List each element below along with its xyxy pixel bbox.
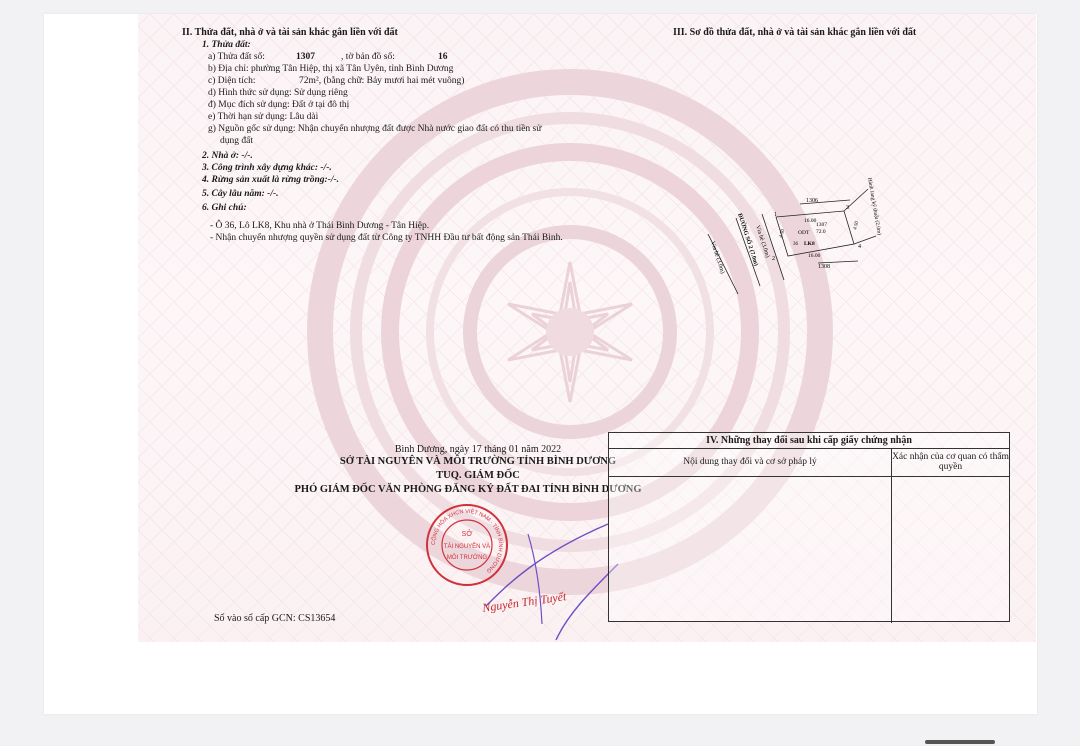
use-form: d) Hình thức sử dụng: Sử dụng riêng (208, 88, 348, 98)
parcel-number: 1307 (296, 52, 315, 62)
parcel-type: ODT (798, 230, 810, 236)
note-lot: - Ô 36, Lô LK8, Khu nhà ở Thái Bình Dương - Tân Hiệp. (210, 221, 430, 231)
other-construction-item: 3. Công trình xây dựng khác: -/-. (202, 163, 332, 173)
parcel-area: 72.0 (816, 229, 826, 235)
issuing-department: SỞ TÀI NGUYÊN VÀ MÔI TRƯỜNG TỈNH BÌNH DƯƠNG (339, 456, 617, 467)
parcel-1307: 1307 (816, 222, 827, 228)
dim-top: 16.00 (804, 218, 817, 224)
changes-table (608, 432, 1010, 622)
home-indicator[interactable] (925, 740, 995, 744)
signing-date: Bình Dương, ngày 17 tháng 01 năm 2022 (394, 444, 562, 455)
forest-item: 4. Rừng sản xuất là rừng trồng:-/-. (202, 175, 340, 185)
seal-center-line3: MÔI TRƯỜNG (446, 555, 488, 561)
corridor-label: Hành lang kỹ thuật (2.0m) (866, 177, 883, 236)
use-origin-line1: g) Nguồn gốc sử dụng: Nhận chuyển nhượng đất được Nhà nước giao đất có thu tiền sử (208, 124, 542, 134)
changes-content-header: Nội dung thay đổi và cơ sở pháp lý (609, 448, 892, 477)
changes-confirmation-header: Xác nhận của cơ quan có thẩm quyền (892, 448, 1009, 477)
dim-bottom: 16.00 (808, 253, 821, 259)
authorization-line: TUQ. GIÁM ĐỐC (436, 470, 520, 481)
certificate-sheet (138, 14, 1036, 642)
block-label: LK8 (804, 241, 815, 247)
land-heading: 1. Thửa đất: (202, 40, 251, 50)
map-sheet-number: 16 (438, 52, 448, 62)
corner-2: 2 (772, 256, 775, 262)
table-divider (891, 477, 892, 623)
corner-4: 4 (858, 244, 861, 250)
area-label: c) Diện tích: (208, 76, 256, 86)
map-sheet-label: , tờ bản đồ số: (341, 52, 395, 62)
seal-center-line1: SỞ (461, 531, 473, 538)
bottom-bar (0, 728, 1080, 746)
notes-heading: 6. Ghi chú: (202, 203, 247, 213)
sidewalk-label-right: Vỉa hè (3.0m) (754, 224, 771, 259)
section-2-title: II. Thửa đất, nhà ở và tài sản khác gắn liền với đất (182, 27, 398, 38)
use-origin-line2: dụng đất (220, 136, 253, 146)
corner-3: 3 (846, 205, 849, 211)
section-3-title: III. Sơ đồ thửa đất, nhà ở và tài sản khác gắn liền với đất (673, 27, 917, 38)
parcel-1306: 1306 (806, 198, 818, 204)
seal-center-line2: TÀI NGUYÊN VÀ (443, 544, 491, 550)
section-4-title: IV. Những thay đổi sau khi cấp giấy chứng nhận (609, 433, 1009, 449)
dim-left: 4.50 (779, 228, 787, 239)
registry-number: Số vào sổ cấp GCN: CS13654 (214, 613, 336, 624)
diagram-lines (708, 189, 876, 294)
parcel-diagram (698, 164, 883, 304)
dim-right: 4.50 (853, 220, 861, 231)
lot-number: 36 (793, 242, 798, 247)
use-term: e) Thời hạn sử dụng: Lâu dài (208, 112, 319, 122)
pen-stroke-icon (468, 514, 628, 644)
corner-1: 1 (774, 212, 777, 218)
house-item: 2. Nhà ở: -/-. (202, 151, 253, 161)
perennial-item: 5. Cây lâu năm: -/-. (202, 189, 279, 199)
area-value: 72m², (bằng chữ: Bảy mươi hai mét vuông) (299, 76, 465, 86)
document-page (44, 14, 1037, 714)
use-purpose: đ) Mục đích sử dụng: Đất ở tại đô thị (208, 100, 350, 110)
parcel-number-label: a) Thửa đất số: (208, 52, 265, 62)
signer-signature: Nguyễn Thị Tuyết (481, 589, 568, 615)
sidewalk-label-left: Vỉa hè (3.0m) (709, 240, 726, 275)
note-transfer: - Nhận chuyển nhượng quyền sử dụng đất từ Công ty TNHH Đầu tư bất động sản Thái Bình. (210, 233, 563, 243)
signer-position: PHÓ GIÁM ĐỐC VĂN PHÒNG ĐĂNG KÝ ĐẤT ĐAI TỈNH BÌNH DƯƠNG (294, 484, 642, 495)
road-label: ĐƯỜNG SỐ 2 (7.0m) (736, 212, 759, 267)
address: b) Địa chỉ: phường Tân Hiệp, thị xã Tân Uyên, tỉnh Bình Dương (208, 64, 454, 74)
seal-ring-text: CỘNG HÒA XHCN VIỆT NAM · TỈNH BÌNH DƯƠNG (430, 508, 504, 574)
parcel-1308: 1308 (818, 264, 830, 270)
